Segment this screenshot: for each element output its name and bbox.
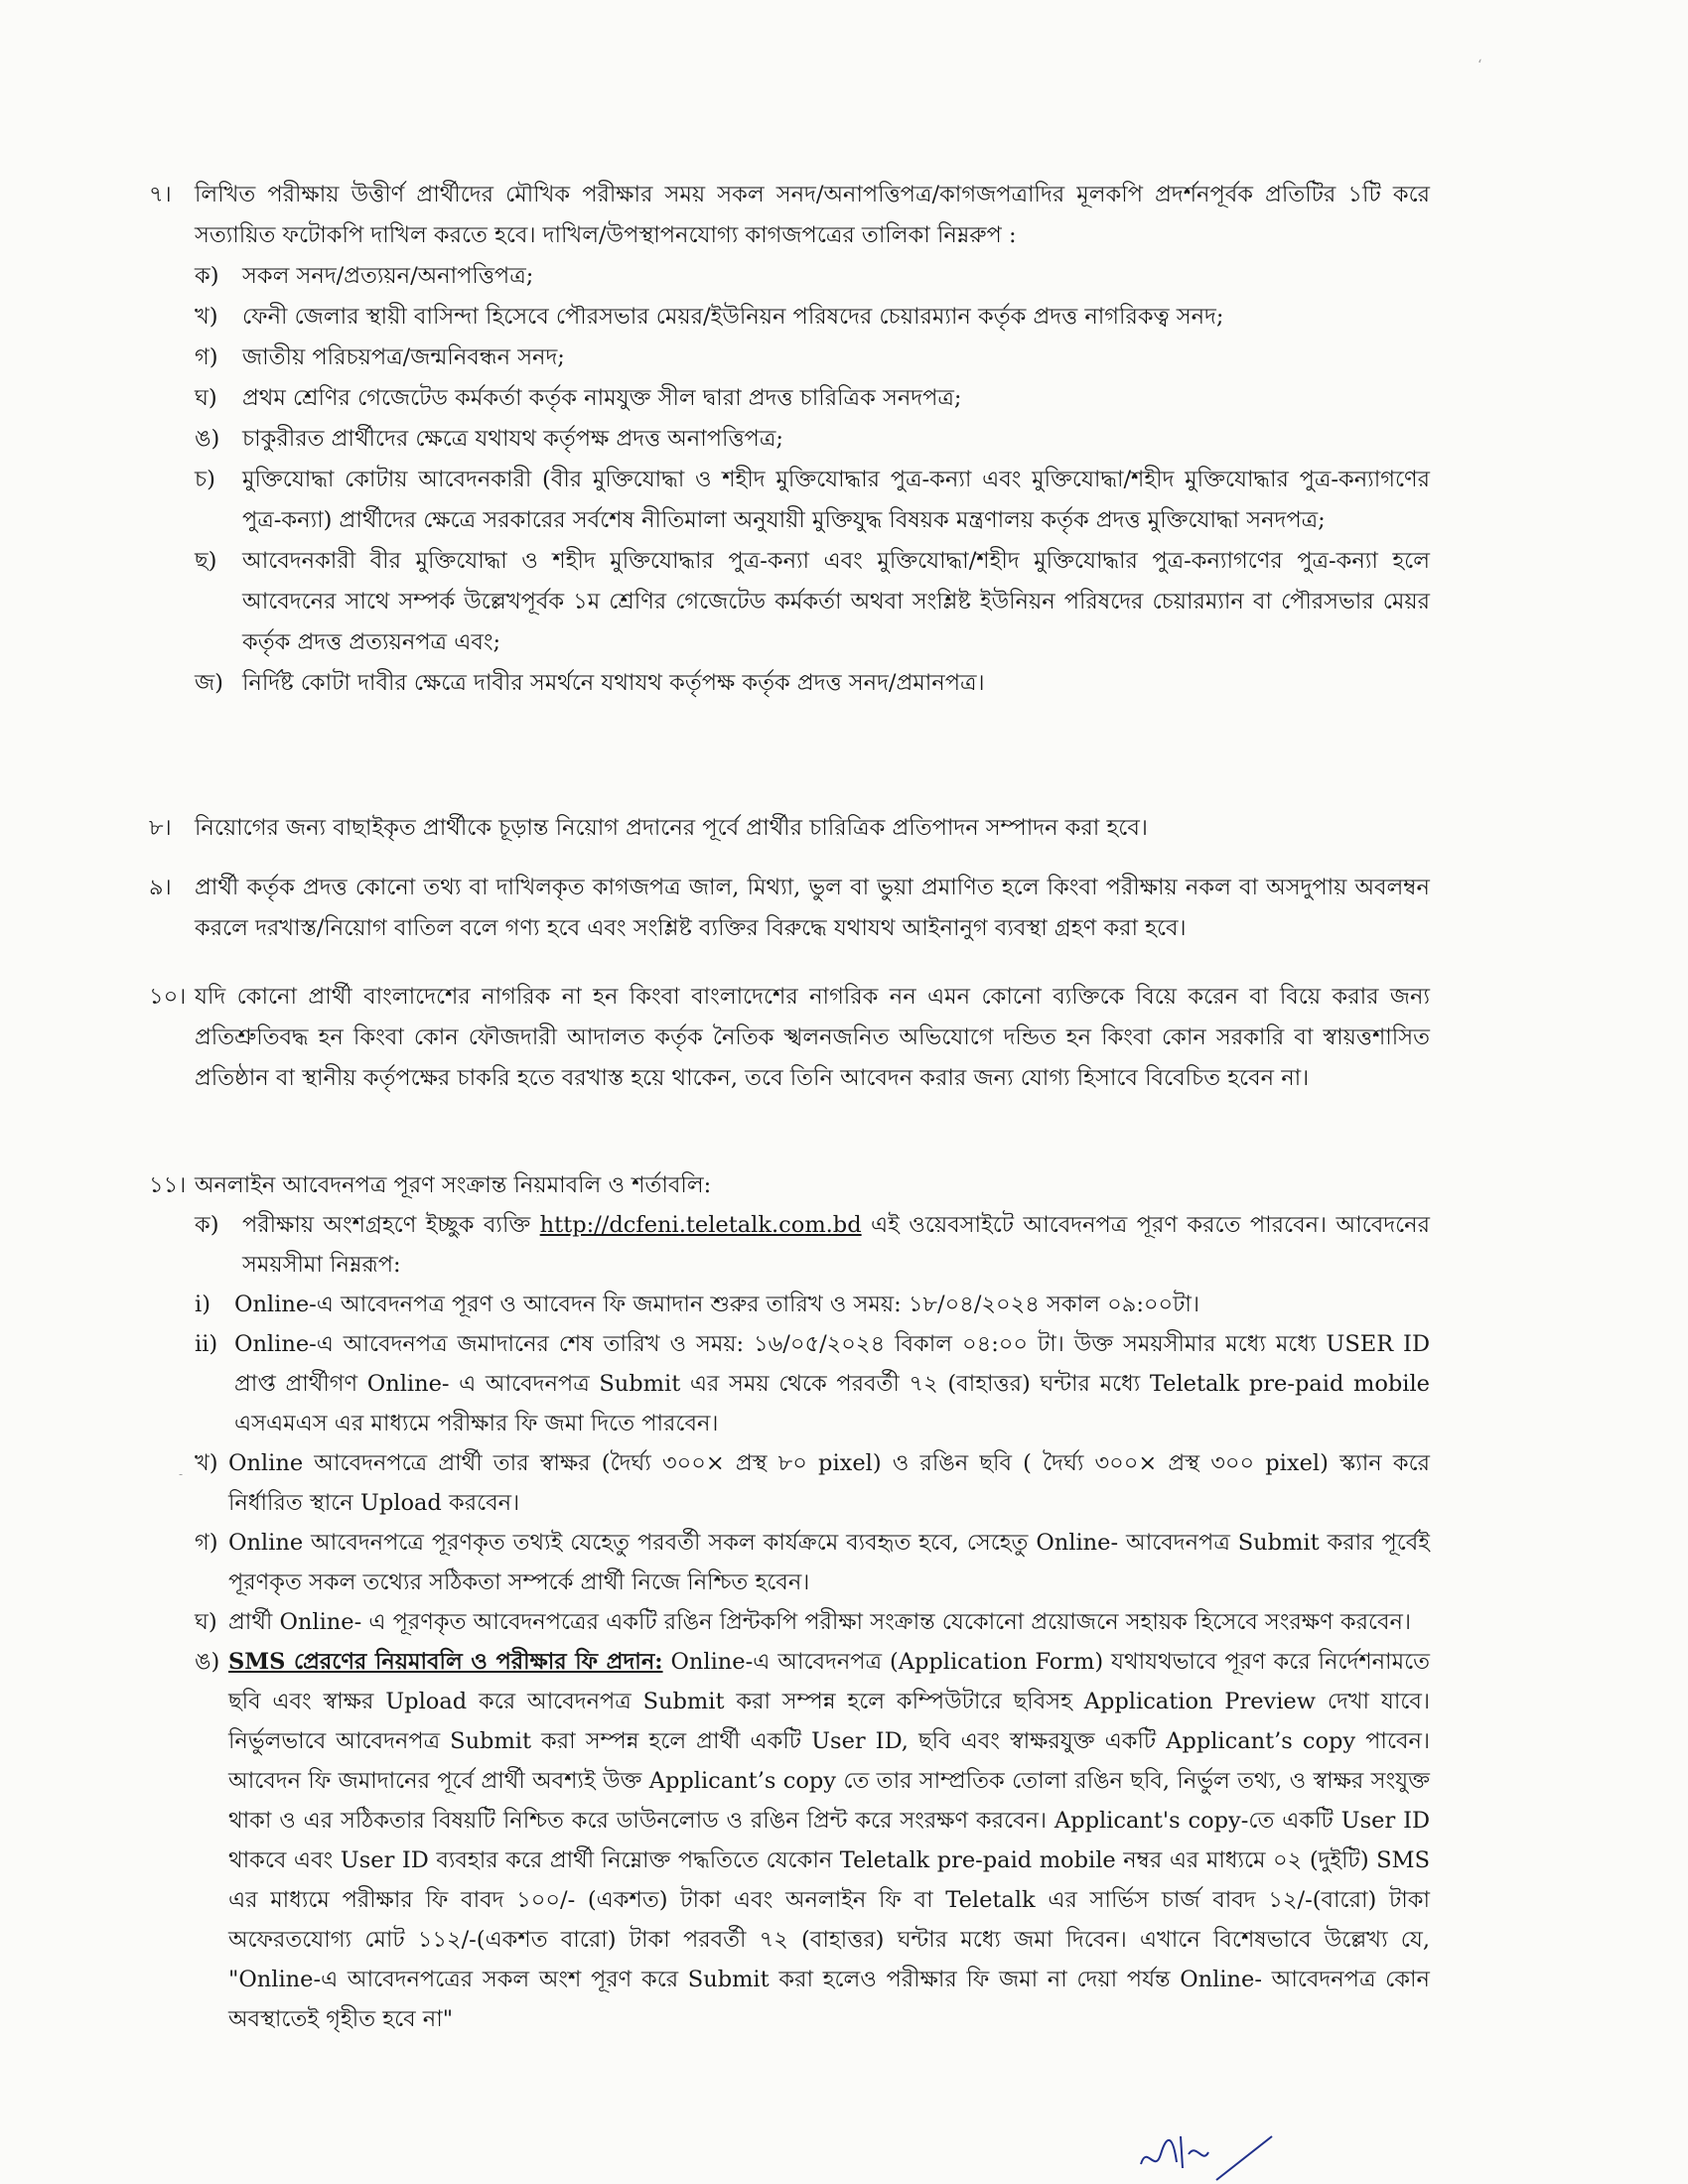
deadline-text: Online-এ আবেদনপত্র পূরণ ও আবেদন ফি জমাদান শুরুর তারিখ ও সময়: ১৮/০৪/২০২৪ সকাল ০৯:০০টা। — [234, 1292, 1200, 1317]
sms-fee-heading: SMS প্রেরণের নিয়মাবলি ও পরীক্ষার ফি প্রদান: — [228, 1649, 663, 1675]
item-11-deadline-end — [195, 1324, 1430, 1443]
item-11 — [149, 1165, 1430, 2039]
item-9-text: প্রার্থী কর্তৃক প্রদত্ত কোনো তথ্য বা দাখিলকৃত কাগজপত্র জাল, মিথ্যা, ভুল বা ভুয়া প্রমাণিত হলে কিংবা পরীক্ষায় নকল বা অসদুপায় অবলম্বন করলে দরখাস্ত/নিয়োগ বাতিল বলে গণ্য হবে এবং সংশ্লিষ্ট ব্যক্তির বিরুদ্ধে যথাযথ আইনানুগ ব্যবস্থা গ্রহণ করা হবে। — [195, 875, 1430, 941]
item-10-number: ১০। — [149, 984, 187, 1010]
sub-label: ছ) — [195, 548, 217, 574]
sub-text-pre: পরীক্ষায় অংশগ্রহণে ইচ্ছুক ব্যক্তি — [242, 1212, 540, 1238]
sub-text: জাতীয় পরিচয়পত্র/জন্মনিবন্ধন সনদ; — [242, 344, 565, 370]
item-11-sub-uma — [195, 1642, 1430, 2039]
sub-text: প্রার্থী Online- এ পূরণকৃত আবেদনপত্রের একটি রঙিন প্রিন্টকপি পরীক্ষা সংক্রান্ত যেকোনো প্রয়োজনে সহায়ক হিসেবে সংরক্ষণ করবেন। — [228, 1609, 1411, 1635]
item-8 — [149, 808, 1430, 849]
sub-text: আবেদনকারী বীর মুক্তিযোদ্ধা ও শহীদ মুক্তিযোদ্ধার পুত্র-কন্যা এবং মুক্তিযোদ্ধা/শহীদ মুক্তিযোদ্ধার পুত্র-কন্যাগণের পুত্র-কন্যা হলে আবেদনের সাথে সম্পর্ক উল্লেখপূর্বক ১ম শ্রেণির গেজেটেড কর্মকর্তা অথবা সংশ্লিষ্ট ইউনিয়ন পরিষদের চেয়ারম্যান বা পৌরসভার মেয়র কর্তৃক প্রদত্ত প্রত্যয়নপত্র এবং; — [242, 548, 1430, 655]
item-11-sub-kha — [195, 1443, 1430, 1523]
item-11-number: ১১। — [149, 1172, 187, 1198]
sub-label: ক) — [195, 1212, 219, 1238]
sub-label: খ) — [195, 304, 218, 330]
sub-label: ঙ) — [195, 426, 220, 452]
item-7 — [149, 175, 1430, 704]
sub-label: চ) — [195, 467, 215, 492]
sub-text: নির্দিষ্ট কোটা দাবীর ক্ষেত্রে দাবীর সমর্থনে যথাযথ কর্তৃপক্ষ কর্তৃক প্রদত্ত সনদ/প্রমানপত্র। — [242, 670, 985, 696]
item-7-text: লিখিত পরীক্ষায় উত্তীর্ণ প্রার্থীদের মৌখিক পরীক্ষার সময় সকল সনদ/অনাপত্তিপত্র/কাগজপত্রাদির মূলকপি প্রদর্শনপূর্বক প্রতিটির ১টি করে সত্যায়িত ফটোকপি দাখিল করতে হবে। দাখিল/উপস্থাপনযোগ্য কাগজপত্রের তালিকা নিম্নরুপ : — [195, 182, 1430, 248]
item-11-title: অনলাইন আবেদনপত্র পূরণ সংক্রান্ত নিয়মাবলি ও শর্তাবলি: — [195, 1172, 712, 1198]
item-7-sub-ga — [195, 338, 1430, 378]
sub-label: গ) — [195, 1530, 218, 1556]
item-11-sub-gha — [195, 1602, 1430, 1642]
sub-text: Online আবেদনপত্রে পূরণকৃত তথ্যই যেহেতু পরবর্তী সকল কার্যক্রমে ব্যবহৃত হবে, সেহেতু Online- আবেদনপত্র Submit করার পূর্বেই পূরণকৃত সকল তথ্যের সঠিকতা সম্পর্কে প্রার্থী নিজে নিশ্চিত হবেন। — [228, 1530, 1430, 1595]
deadline-text: Online-এ আবেদনপত্র জমাদানের শেষ তারিখ ও সময়: ১৬/০৫/২০২৪ বিকাল ০৪:০০ টা। উক্ত সময়সীমার মধ্যে মধ্যে USER ID প্রাপ্ত প্রার্থীগণ Online- এ আবেদনপত্র Submit এর সময় থেকে পরবর্তী ৭২ (বাহাত্তর) ঘন্টার মধ্যে Teletalk pre-paid mobile এসএমএস এর মাধ্যমে পরীক্ষার ফি জমা দিতে পারবেন। — [234, 1331, 1430, 1436]
item-7-sub-uma — [195, 419, 1430, 460]
item-7-sub-cha — [195, 541, 1430, 663]
sub-label: খ) — [195, 1450, 218, 1476]
item-7-sub-kha — [195, 297, 1430, 338]
sub-label: ঘ) — [195, 385, 217, 411]
item-7-number: ৭। — [149, 182, 172, 207]
sub-label: ক) — [195, 263, 219, 289]
item-7-sub-ja — [195, 663, 1430, 704]
sub-text: চাকুরীরত প্রার্থীদের ক্ষেত্রে যথাযথ কর্তৃপক্ষ প্রদত্ত অনাপত্তিপত্র; — [242, 426, 783, 452]
sub-text: Online আবেদনপত্রে প্রার্থী তার স্বাক্ষর (দৈর্ঘ্য ৩০০× প্রস্থ ৮০ pixel) ও রঙিন ছবি ( দৈর্ঘ্য ৩০০× প্রস্থ ৩০০ pixel) স্ক্যান করে নির্ধারিত স্থানে Upload করবেন। — [228, 1450, 1430, 1516]
item-11-sub-ka — [195, 1205, 1430, 1285]
item-9 — [149, 868, 1430, 949]
item-10-text: যদি কোনো প্রার্থী বাংলাদেশের নাগরিক না হন কিংবা বাংলাদেশের নাগরিক নন এমন কোনো ব্যক্তিকে বিয়ে করেন বা বিয়ে করার জন্য প্রতিশ্রুতিবদ্ধ হন কিংবা কোন ফৌজদারী আদালত কর্তৃক নৈতিক স্খলনজনিত অভিযোগে দন্ডিত হন কিংবা কোন সরকারি বা স্বায়ত্তশাসিত প্রতিষ্ঠান বা স্থানীয় কর্তৃপক্ষের চাকরি হতে বরখাস্ত হয়ে থাকেন, তবে তিনি আবেদন করার জন্য যোগ্য হিসাবে বিবেচিত হবেন না। — [195, 984, 1430, 1091]
roman-label: ii) — [195, 1331, 218, 1357]
item-7-sub-gha — [195, 378, 1430, 419]
website-link[interactable]: http://dcfeni.teletalk.com.bd — [539, 1212, 862, 1238]
scan-speck-icon: - — [179, 1467, 184, 1481]
item-7-sub-ka — [195, 256, 1430, 297]
sub-text-post: এই ওয়েবসাইটে আবেদনপত্র পূরণ করতে পারবেন। আবেদনের সময়সীমা নিম্নরূপ: — [242, 1212, 1430, 1278]
sub-text: প্রথম শ্রেণির গেজেটেড কর্মকর্তা কর্তৃক নামযুক্ত সীল দ্বারা প্রদত্ত চারিত্রিক সনদপত্র; — [242, 385, 962, 411]
sub-label: ঘ) — [195, 1609, 217, 1635]
sub-text: ফেনী জেলার স্থায়ী বাসিন্দা হিসেবে পৌরসভার মেয়র/ইউনিয়ন পরিষদের চেয়ারম্যান কর্তৃক প্রদত্ত নাগরিকত্ব সনদ; — [242, 304, 1224, 330]
item-7-sub-ca — [195, 460, 1430, 541]
sub-text: সকল সনদ/প্রত্যয়ন/অনাপত্তিপত্র; — [242, 263, 534, 289]
signature-mark — [1137, 2124, 1276, 2184]
scan-speck-icon: ‘ — [1477, 58, 1482, 73]
item-10 — [149, 977, 1430, 1099]
item-9-number: ৯। — [149, 875, 172, 900]
item-11-sub-ga — [195, 1523, 1430, 1602]
sub-label: গ) — [195, 344, 218, 370]
sub-text: Online-এ আবেদনপত্র (Application Form) যথাযথভাবে পূরণ করে নির্দেশনামতে ছবি এবং স্বাক্ষর Upload করে আবেদনপত্র Submit করা সম্পন্ন হলে কম্পিউটারে ছবিসহ Application Preview দেখা যাবে। নির্ভুলভাবে আবেদনপত্র Submit করা সম্পন্ন হলে প্রার্থী একটি User ID, ছবি এবং স্বাক্ষরযুক্ত একটি Applicant’s copy পাবেন। আবেদন ফি জমাদানের পূর্বে প্রার্থী অবশ্যই উক্ত Applicant’s copy তে তার সাম্প্রতিক তোলা রঙিন ছবি, নির্ভুল তথ্য, ও স্বাক্ষর সংযুক্ত থাকা ও এর সঠিকতার বিষয়টি নিশ্চিত করে ডাউনলোড ও রঙিন প্রিন্ট করে সংরক্ষণ করবেন। Applicant's copy-তে একটি User ID থাকবে এবং User ID ব্যবহার করে প্রার্থী নিম্নোক্ত পদ্ধতিতে যেকোন Teletalk pre-paid mobile নম্বর এর মাধ্যমে ০২ (দুইটি) SMS এর মাধ্যমে পরীক্ষার ফি বাবদ ১০০/- (একশত) টাকা এবং অনলাইন ফি বা Teletalk এর সার্ভিস চার্জ বাবদ ১২/-(বারো) টাকা অফেরতযোগ্য মোট ১১২/-(একশত বারো) টাকা পরবর্তী ৭২ (বাহাত্তর) ঘন্টার মধ্যে জমা দিবেন। এখানে বিশেষভাবে উল্লেখ্য যে, "Online-এ আবেদনপত্রের সকল অংশ পূরণ করে Submit করা হলেও পরীক্ষার ফি জমা না দেয়া পর্যন্ত Online- আবেদনপত্র কোন অবস্থাতেই গৃহীত হবে না" — [228, 1649, 1430, 2032]
sub-text: মুক্তিযোদ্ধা কোটায় আবেদনকারী (বীর মুক্তিযোদ্ধা ও শহীদ মুক্তিযোদ্ধার পুত্র-কন্যা এবং মুক্তিযোদ্ধা/শহীদ মুক্তিযোদ্ধার পুত্র-কন্যাগণের পুত্র-কন্যা) প্রার্থীদের ক্ষেত্রে সরকারের সর্বশেষ নীতিমালা অনুযায়ী মুক্তিযুদ্ধ বিষয়ক মন্ত্রণালয় কর্তৃক প্রদত্ত মুক্তিযোদ্ধা সনদপত্র; — [242, 467, 1430, 533]
item-11-deadline-start — [195, 1285, 1430, 1324]
item-8-text: নিয়োগের জন্য বাছাইকৃত প্রার্থীকে চূড়ান্ত নিয়োগ প্রদানের পূর্বে প্রার্থীর চারিত্রিক প্রতিপাদন সম্পাদন করা হবে। — [195, 815, 1148, 841]
roman-label: i) — [195, 1292, 211, 1317]
sub-label: ঙ) — [195, 1649, 220, 1675]
item-8-number: ৮। — [149, 815, 172, 841]
sub-label: জ) — [195, 670, 223, 696]
